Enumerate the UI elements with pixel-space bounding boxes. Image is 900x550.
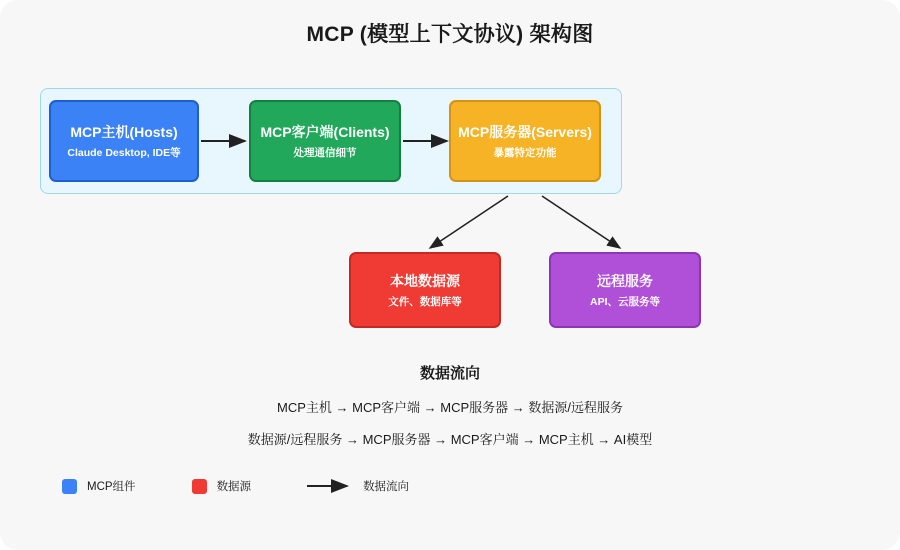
node-remote-service-title: 远程服务 bbox=[597, 272, 653, 289]
node-mcp-server-title: MCP服务器(Servers) bbox=[458, 123, 592, 140]
legend-swatch-red bbox=[192, 479, 207, 494]
arrow-icon bbox=[307, 479, 353, 493]
node-mcp-server-subtitle: 暴露特定功能 bbox=[493, 146, 557, 159]
node-mcp-host[interactable] bbox=[49, 100, 199, 182]
arrow-server-to-local bbox=[430, 196, 508, 248]
legend-label-datasource: 数据源 bbox=[216, 481, 252, 493]
legend bbox=[62, 478, 465, 494]
node-mcp-client[interactable] bbox=[249, 100, 401, 182]
node-mcp-host-title: MCP主机(Hosts) bbox=[70, 123, 178, 140]
data-flow-line-reverse: 数据源/远程服务 → MCP服务器 → MCP客户端 → MCP主机 → AI模型 bbox=[247, 432, 653, 447]
legend-item-data-flow bbox=[307, 478, 409, 494]
legend-label-data-flow: 数据流向 bbox=[363, 481, 410, 493]
arrow-server-to-remote bbox=[542, 196, 620, 248]
legend-item-mcp-component bbox=[62, 478, 136, 494]
legend-label-mcp-component: MCP组件 bbox=[87, 481, 136, 493]
data-flow-line-forward: MCP主机 → MCP客户端 → MCP服务器 → 数据源/远程服务 bbox=[277, 400, 623, 415]
legend-swatch-blue bbox=[62, 479, 77, 494]
data-flow-heading: 数据流向 bbox=[419, 365, 480, 382]
node-remote-service[interactable] bbox=[549, 252, 701, 328]
legend-item-datasource bbox=[192, 478, 252, 494]
node-local-datasource-subtitle: 文件、数据库等 bbox=[388, 295, 462, 308]
node-remote-service-subtitle: API、云服务等 bbox=[589, 295, 660, 308]
node-mcp-host-subtitle: Claude Desktop, IDE等 bbox=[67, 146, 181, 159]
node-mcp-server[interactable] bbox=[449, 100, 601, 182]
page-title: MCP (模型上下文协议) 架构图 bbox=[306, 23, 594, 46]
node-local-datasource-title: 本地数据源 bbox=[390, 272, 460, 289]
node-local-datasource[interactable] bbox=[349, 252, 501, 328]
node-mcp-client-title: MCP客户端(Clients) bbox=[260, 123, 390, 140]
node-mcp-client-subtitle: 处理通信细节 bbox=[293, 146, 357, 159]
